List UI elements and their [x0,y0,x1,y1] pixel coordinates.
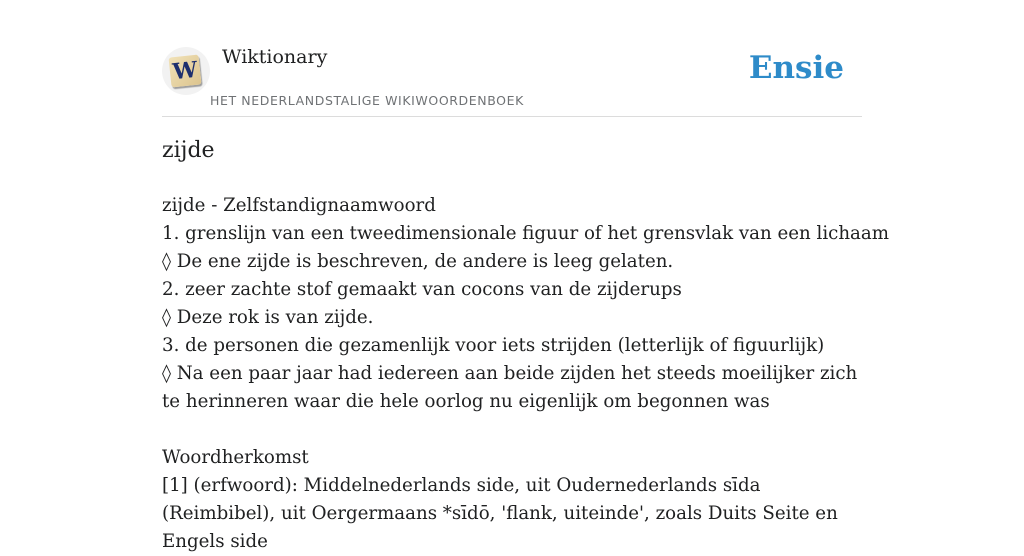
sense-definition: 1. grenslijn van een tweedimensionale figuur of het grensvlak van een lichaam [162,223,889,244]
site-name[interactable]: Wiktionary [222,46,328,68]
sense-definition: 3. de personen die gezamenlijk voor iets strijden (letterlijk of figuurlijk) [162,335,825,356]
spacer [162,416,862,444]
sense-example: ◊ Deze rok is van zijde. [162,307,374,328]
sense-definition: 2. zeer zachte stof gemaakt van cocons van de zijderups [162,279,682,300]
site-subtitle: HET NEDERLANDSTALIGE WIKIWOORDENBOEK [210,93,524,108]
ensie-brand-link[interactable]: Ensie [748,50,844,86]
site-header [162,40,862,117]
page-title: zijde [162,138,215,163]
wiktionary-logo[interactable] [162,47,210,95]
sense-example: ◊ Na een paar jaar had iedereen aan beide zijden het steeds moeilijker zich te herinneren waar die hele oorlog nu eigenlijk om begonnen was [162,363,858,412]
entry-content [162,192,889,556]
entry-heading: zijde - Zelfstandignaamwoord [162,195,436,216]
etymology-text: [1] (erfwoord): Middelnederlands side, uit Oudernederlands sīda (Reimbibel), uit Oergermaans *sīdō, 'flank, uiteinde', zoals Duits Seite en Engels side [162,475,838,552]
sense-example: ◊ De ene zijde is beschreven, de andere is leeg gelaten. [162,251,674,272]
etymology-heading: Woordherkomst [162,447,309,468]
wiktionary-logo-icon: W [169,55,202,88]
